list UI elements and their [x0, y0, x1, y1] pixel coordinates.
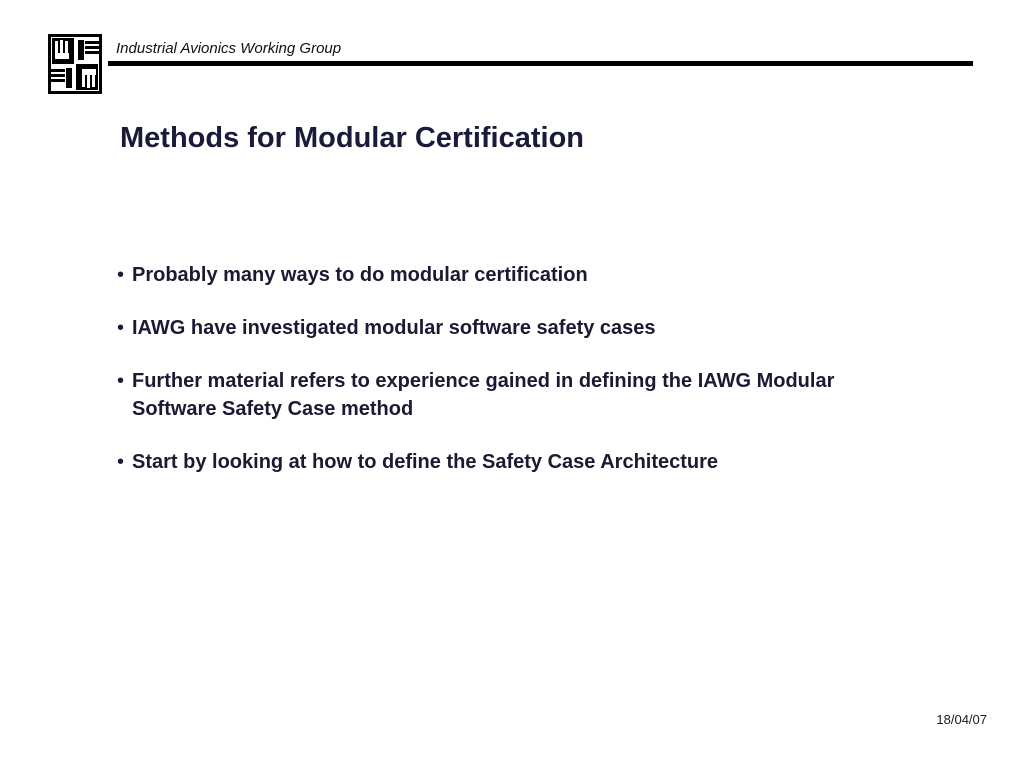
bullet-marker: •: [117, 264, 125, 286]
bullet-marker: •: [117, 317, 125, 339]
bullet-item: [117, 448, 877, 476]
bullet-text: Start by looking at how to define the Safety Case Architecture: [132, 451, 719, 473]
bullet-item: [117, 367, 877, 423]
bullet-text: IAWG have investigated modular software safety cases: [132, 317, 656, 339]
bullet-list: [117, 261, 877, 501]
four-hands-logo-icon: [48, 34, 102, 94]
bullet-marker: •: [117, 451, 125, 473]
organization-name: Industrial Avionics Working Group: [116, 40, 342, 57]
bullet-text: Probably many ways to do modular certification: [132, 264, 588, 286]
bullet-item: [117, 261, 877, 289]
bullet-marker: •: [117, 370, 125, 392]
slide-date: 18/04/07: [936, 712, 987, 727]
header-rule: [108, 61, 973, 66]
bullet-text: Further material refers to experience gained in defining the IAWG Modular Software Safety Case method: [132, 370, 835, 420]
bullet-item: [117, 314, 877, 342]
slide-title: Methods for Modular Certification: [120, 122, 584, 154]
